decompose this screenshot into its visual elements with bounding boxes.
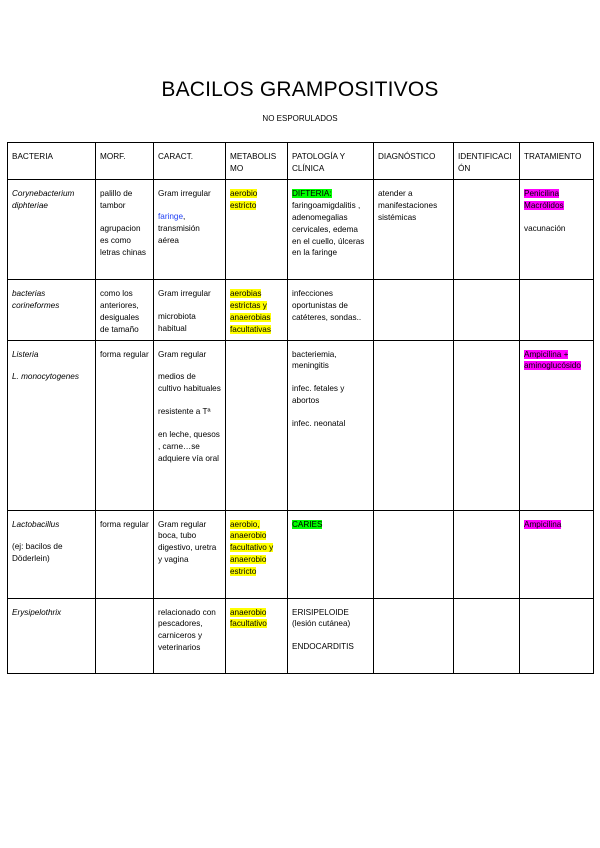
caract-text: Gram regular [158, 349, 207, 359]
morf-text: como los anteriores, desiguales de tamaño [100, 289, 140, 334]
cell-metabolismo [226, 340, 288, 510]
bacteria-name: Lactobacillus [12, 519, 60, 529]
diagnostico-text: atender a manifestaciones sistémicas [378, 189, 438, 222]
caract-text: , transmisión aérea [158, 211, 200, 245]
morf-text: forma regular [100, 349, 149, 359]
table-row [8, 340, 594, 510]
cell-tratamiento [520, 598, 594, 673]
caract-text: Gram regular boca, tubo digestivo, uretra y vagina [158, 519, 217, 565]
patologia-text: faringoamigdalitis , adenomegalias cervicales, edema en el cuello, úlceras en la faringe [292, 200, 365, 258]
caract-text: resistente a Tª [158, 407, 211, 417]
page-title: BACILOS GRAMPOSITIVOS [161, 78, 439, 101]
cell-identificacion [454, 180, 520, 280]
cell-bacteria [8, 280, 96, 341]
cell-diagnostico [374, 598, 454, 673]
metabolismo-highlight: aerobio, anaerobio facultativo y anaerobio estricto [230, 519, 274, 577]
bacteria-name: Corynebacterium diphteriae [12, 189, 75, 210]
cell-diagnostico [374, 280, 454, 341]
morf-text: forma regular [100, 519, 149, 529]
bacteria-name: Erysipelothrix [12, 607, 62, 617]
metabolismo-highlight: anaerobio facultativo [230, 607, 267, 629]
bacteria-table [7, 142, 594, 674]
page-subtitle: NO ESPORULADOS [262, 114, 338, 123]
header-metabolismo: METABOLIS MO [226, 143, 288, 180]
cell-tratamiento [520, 280, 594, 341]
caract-text: microbiota habitual [158, 311, 196, 333]
table-row [8, 280, 594, 341]
cell-morf [96, 510, 154, 598]
cell-morf [96, 598, 154, 673]
cell-morf [96, 180, 154, 280]
cell-caract [154, 510, 226, 598]
cell-morf [96, 280, 154, 341]
cell-tratamiento [520, 340, 594, 510]
tratamiento-text: vacunación [524, 223, 566, 233]
table-header-row [8, 143, 594, 180]
header-morf: MORF. [96, 143, 154, 180]
cell-diagnostico [374, 340, 454, 510]
cell-caract [154, 280, 226, 341]
cell-bacteria [8, 598, 96, 673]
cell-metabolismo [226, 510, 288, 598]
caract-text: Gram irregular [158, 189, 211, 198]
caract-link-text: faringe [158, 211, 184, 221]
tratamiento-highlight: Penicilina Macrólidos [524, 189, 564, 210]
cell-morf [96, 340, 154, 510]
metabolismo-highlight: aerobias estrictas y anaerobias facultativas [230, 289, 271, 334]
cell-identificacion [454, 280, 520, 341]
header-caract: CARACT. [154, 143, 226, 180]
cell-patologia [288, 510, 374, 598]
cell-caract [154, 340, 226, 510]
cell-patologia [288, 180, 374, 280]
cell-patologia [288, 340, 374, 510]
table-row [8, 598, 594, 673]
cell-metabolismo [226, 180, 288, 280]
morf-text: palillo de tambor [100, 189, 133, 210]
bacteria-example: (ej: bacilos de Döderlein) [12, 542, 63, 564]
tratamiento-highlight: Ampicilina + aminoglucósido [524, 349, 581, 371]
cell-identificacion [454, 598, 520, 673]
caract-text: relacionado con pescadores, carniceros y veterinarios [158, 607, 216, 653]
table-row [8, 510, 594, 598]
morf-text: agrupacion es como letras chinas [100, 223, 146, 257]
cell-bacteria [8, 340, 96, 510]
bacteria-species: L. monocytogenes [12, 372, 79, 382]
patologia-text: bacteriemia, meningitis [292, 349, 337, 371]
header-tratamiento: TRATAMIENTO [520, 143, 594, 180]
metabolismo-highlight: aerobio estricto [230, 189, 258, 210]
patologia-text: ENDOCARDITIS [292, 642, 354, 652]
caract-text: en leche, quesos , carne…se adquiere vía oral [158, 430, 220, 463]
cell-patologia [288, 280, 374, 341]
patologia-text: infec. fetales y abortos [292, 384, 345, 406]
header-bacteria: BACTERIA [8, 143, 96, 180]
cell-tratamiento [520, 180, 594, 280]
cell-metabolismo [226, 280, 288, 341]
cell-bacteria [8, 510, 96, 598]
patologia-text: infec. neonatal [292, 419, 346, 429]
cell-metabolismo [226, 598, 288, 673]
cell-diagnostico [374, 180, 454, 280]
cell-identificacion [454, 340, 520, 510]
tratamiento-highlight: Ampicilina [524, 519, 562, 529]
header-identificacion: IDENTIFICACI ÓN [454, 143, 520, 180]
header-patologia: PATOLOGÍA Y CLÍNICA [288, 143, 374, 180]
patologia-highlight: DIFTERIA: [292, 189, 332, 198]
bacteria-name: bacterias corineformes [12, 289, 60, 310]
cell-tratamiento [520, 510, 594, 598]
cell-identificacion [454, 510, 520, 598]
header-diagnostico: DIAGNÓSTICO [374, 143, 454, 180]
cell-patologia [288, 598, 374, 673]
patologia-highlight: CARIES [292, 519, 323, 529]
cell-bacteria [8, 180, 96, 280]
cell-diagnostico [374, 510, 454, 598]
cell-caract [154, 180, 226, 280]
caract-text: medios de cultivo habituales [158, 372, 221, 394]
patologia-text: infecciones oportunistas de catéteres, sondas.. [292, 289, 362, 322]
patologia-text: ERISIPELOIDE (lesión cutánea) [292, 607, 351, 629]
table-row [8, 180, 594, 280]
caract-text: Gram irregular [158, 289, 211, 298]
bacteria-name: Listeria [12, 349, 39, 359]
cell-caract [154, 598, 226, 673]
